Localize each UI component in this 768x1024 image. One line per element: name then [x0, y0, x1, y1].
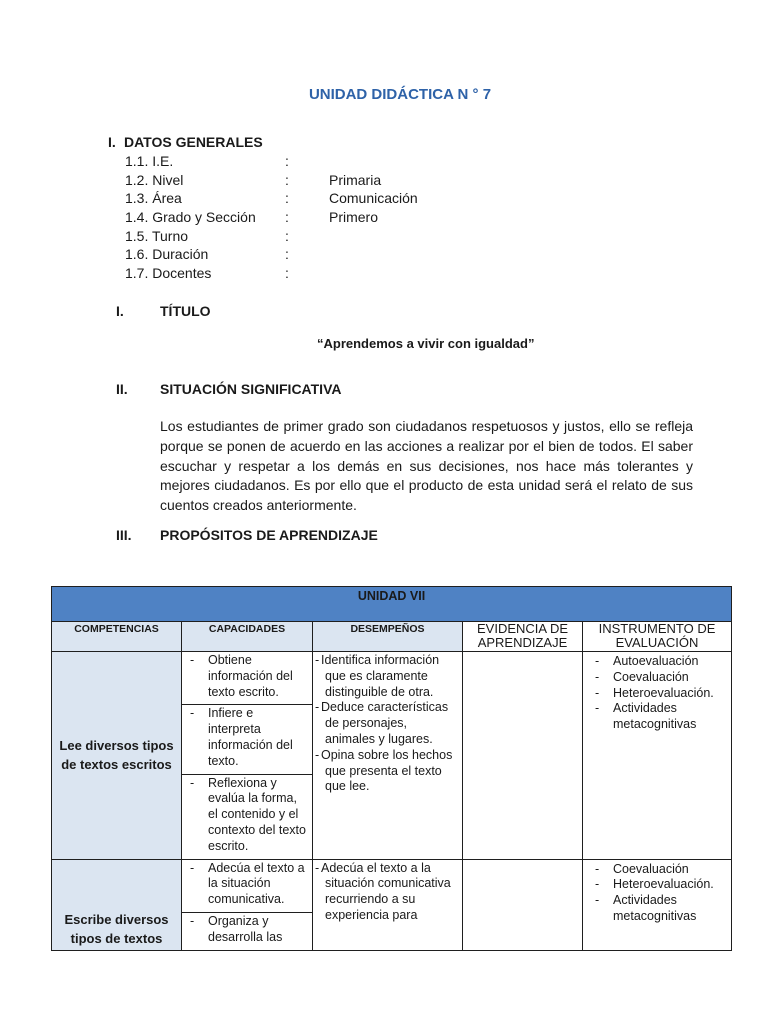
section-numeral: I.	[108, 134, 116, 150]
section-numeral: I.	[116, 303, 124, 319]
datos-label: 1.4. Grado y Sección	[125, 209, 256, 225]
datos-value: Comunicación	[329, 190, 418, 206]
datos-sep: :	[285, 209, 289, 225]
datos-sep: :	[285, 265, 289, 281]
capacidad-item: - Obtiene información del texto escrito.	[182, 652, 312, 705]
unit-title-quote: “Aprendemos a vivir con igualdad”	[317, 336, 535, 351]
evidencia-cell	[463, 859, 583, 950]
evidencia-cell	[463, 652, 583, 860]
instrumento-item: - Actividades metacognitivas	[595, 893, 697, 923]
competencia-cell: Escribe diversos tipos de textos	[52, 859, 182, 950]
capacidad-item: - Adecúa el texto a la situación comunicativa.	[182, 860, 312, 913]
instrumento-item: - Coevaluación	[595, 861, 689, 876]
datos-row	[125, 152, 173, 171]
capacidad-item: - Reflexiona y evalúa la forma, el contenido y el contexto del texto escrito.	[190, 775, 306, 853]
instrumento-cell	[583, 859, 732, 950]
desempenos-cell	[313, 859, 463, 950]
desempeno-item: - Identifica información que es claramente distinguible de otra.	[315, 653, 440, 699]
table-row	[52, 652, 732, 860]
datos-label: 1.2. Nivel	[125, 172, 184, 188]
desempeno-item: - Opina sobre los hechos que presenta el texto que lee.	[315, 747, 453, 794]
datos-label: 1.3. Área	[125, 190, 182, 206]
capacidades-cell	[182, 859, 313, 950]
header-evidencia: EVIDENCIA DE APRENDIZAJE	[463, 622, 583, 652]
header-competencias: COMPETENCIAS	[52, 622, 182, 652]
datos-sep: :	[285, 228, 289, 244]
datos-sep: :	[285, 246, 289, 262]
desempeno-item: - Adecúa el texto a la situación comunicativa recurriendo a su experiencia para	[315, 860, 451, 922]
header-desempenos: DESEMPEÑOS	[313, 622, 463, 652]
section-numeral: II.	[116, 381, 128, 397]
datos-value: Primero	[329, 209, 379, 225]
instrumento-cell	[583, 652, 732, 860]
situacion-paragraph: Los estudiantes de primer grado son ciudadanos respetuosos y justos, ello se refleja porque se ponen de acuerdo en las acciones a realizar por el bien de todos. El saber escuchar y respetar a los demás en sus decisiones, nos hace más tolerantes y mejores ciudadanos. Es por ello que el producto de esta unidad será el relato de sus cuentos creados anteriormente.	[160, 418, 693, 514]
datos-sep: :	[285, 172, 289, 188]
section-heading-titulo: TÍTULO	[160, 303, 211, 319]
page-title: UNIDAD DIDÁCTICA N ° 7	[308, 86, 492, 103]
unit-band: UNIDAD VII	[52, 587, 732, 622]
competencia-cell: Lee diversos tipos de textos escritos	[52, 652, 182, 860]
datos-label: 1.5. Turno	[125, 228, 189, 244]
instrumento-item: - Autoevaluación	[595, 654, 699, 668]
header-capacidades: CAPACIDADES	[182, 622, 313, 652]
section-heading-propositos: PROPÓSITOS DE APRENDIZAJE	[160, 527, 378, 543]
section-heading-datos: DATOS GENERALES	[124, 134, 263, 150]
header-instrumento: INSTRUMENTO DE EVALUACIÓN	[583, 622, 732, 652]
instrumento-item: - Actividades metacognitivas	[595, 701, 697, 732]
instrumento-item: - Heteroevaluación.	[595, 685, 714, 700]
datos-value: Primaria	[329, 172, 382, 188]
section-numeral: III.	[116, 527, 132, 543]
section-heading-situacion: SITUACIÓN SIGNIFICATIVA	[160, 381, 342, 397]
datos-sep: :	[285, 153, 289, 169]
instrumento-item: - Heteroevaluación.	[595, 877, 714, 892]
instrumento-item: - Coevaluación	[595, 669, 689, 684]
datos-label: 1.6. Duración	[125, 246, 209, 262]
capacidad-item: - Organiza y desarrolla las	[190, 913, 283, 944]
desempenos-cell	[313, 652, 463, 860]
desempeno-item: - Deduce características de personajes, animales y lugares.	[315, 700, 449, 746]
table-row	[52, 859, 732, 950]
datos-label: 1.1. I.E.	[125, 153, 174, 169]
capacidad-item: - Infiere e interpreta información del texto.	[182, 705, 312, 774]
datos-label: 1.7. Docentes	[125, 265, 212, 281]
capacidades-cell	[182, 652, 313, 860]
datos-sep: :	[285, 190, 289, 206]
learning-purposes-table	[51, 586, 732, 951]
